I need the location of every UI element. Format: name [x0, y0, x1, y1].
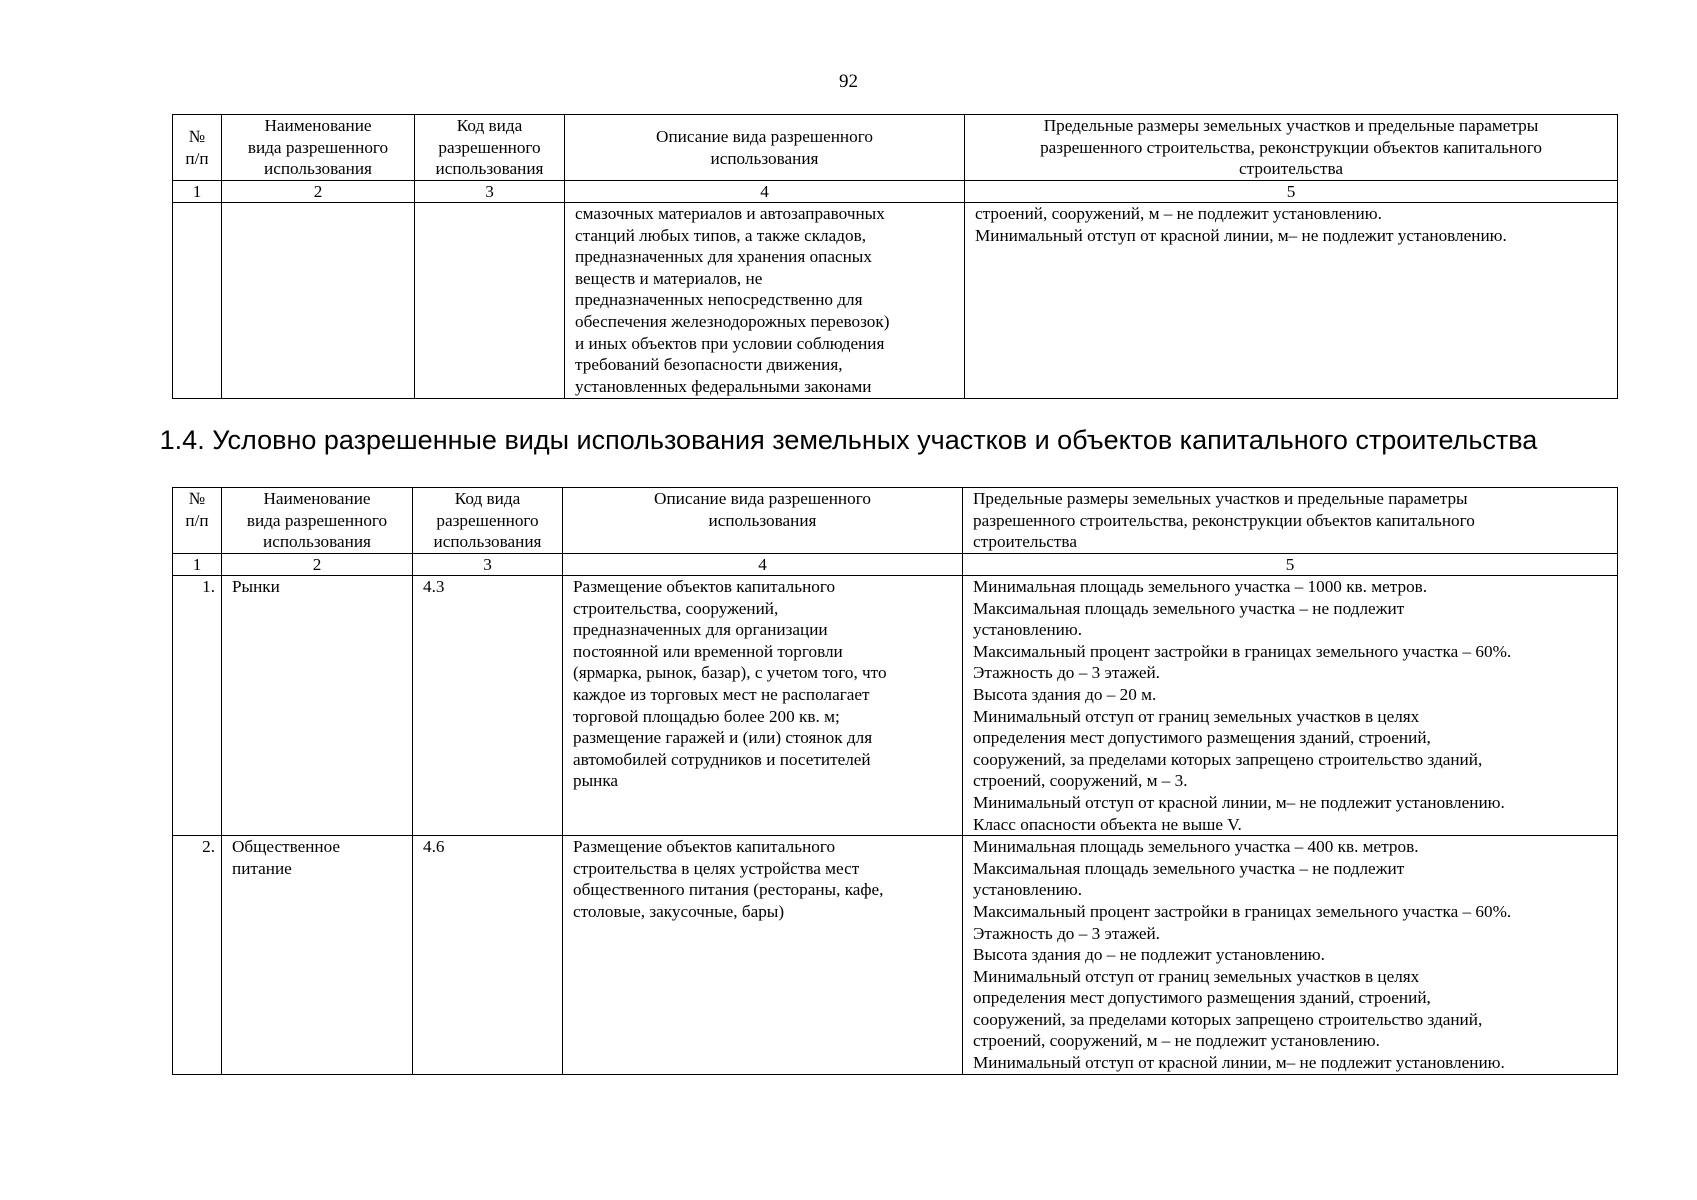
row-parameters-cell: Минимальная площадь земельного участка – 400 кв. метров. Максимальная площадь земельного участка – не подлежит установлению. Максимальный процент застройки в границах земельного участка – 60%. Этажность до – 3 этажей. Высота здания до – не подлежит установлению. Минимальный отступ от границ земельных участков в целях определения мест допустимого размещения зданий, строений, сооружений, за пределами которых запрещено строительство зданий, строений, сооружений, м – не подлежит установлению. Минимальный отступ от красной линии, м– не подлежит установлению. [963, 836, 1618, 1075]
column-number: 3 [413, 554, 563, 576]
table-row [173, 576, 1618, 836]
row-name-cell [222, 203, 415, 399]
table-header-row [173, 115, 1618, 181]
row-parameters-cell: строений, сооружений, м – не подлежит установлению. Минимальный отступ от красной линии, м– не подлежит установлению. [965, 203, 1618, 399]
row-name-cell: Общественное питание [222, 836, 413, 1075]
header-code: Код вида разрешенного использования [413, 488, 563, 554]
column-numbers-row [173, 181, 1618, 203]
column-number: 3 [415, 181, 565, 203]
page-number: 92 [839, 71, 858, 92]
column-numbers-row [173, 554, 1618, 576]
row-description-cell: смазочных материалов и автозаправочных станций любых типов, а также складов, предназначенных для хранения опасных веществ и материалов, не предназначенных непосредственно для обеспечения железнодорожных перевозок) и иных объектов при условии соблюдения требований безопасности движения, установленных федеральными законами [565, 203, 965, 399]
header-parameters: Предельные размеры земельных участков и предельные параметры разрешенного строительства, реконструкции объектов капитального строительства [963, 488, 1618, 554]
column-number: 1 [173, 181, 222, 203]
column-number: 2 [222, 181, 415, 203]
continuation-table [172, 114, 1618, 399]
column-number: 5 [963, 554, 1618, 576]
row-parameters-cell: Минимальная площадь земельного участка – 1000 кв. метров. Максимальная площадь земельного участка – не подлежит установлению. Максимальный процент застройки в границах земельного участка – 60%. Этажность до – 3 этажей. Высота здания до – 20 м. Минимальный отступ от границ земельных участков в целях определения мест допустимого размещения зданий, строений, сооружений, за пределами которых запрещено строительство зданий, строений, сооружений, м – 3. Минимальный отступ от красной линии, м– не подлежит установлению. Класс опасности объекта не выше V. [963, 576, 1618, 836]
row-code-cell: 4.6 [413, 836, 563, 1075]
section-heading: 1.4. Условно разрешенные виды использования земельных участков и объектов капитального строительства [159, 425, 1538, 455]
column-number: 2 [222, 554, 413, 576]
row-description-cell: Размещение объектов капитального строительства, сооружений, предназначенных для организации постоянной или временной торговли (ярмарка, рынок, базар), с учетом того, что каждое из торговых мест не располагает торговой площадью более 200 кв. м; размещение гаражей и (или) стоянок для автомобилей сотрудников и посетителей рынка [563, 576, 963, 836]
header-name: Наименование вида разрешенного использования [222, 115, 415, 181]
header-parameters: Предельные размеры земельных участков и предельные параметры разрешенного строительства, реконструкции объектов капитального строительства [965, 115, 1618, 181]
row-description-cell: Размещение объектов капитального строительства в целях устройства мест общественного питания (рестораны, кафе, столовые, закусочные, бары) [563, 836, 963, 1075]
conditional-uses-table [172, 487, 1618, 1075]
row-code-cell: 4.3 [413, 576, 563, 836]
row-number-cell: 1. [173, 576, 222, 836]
header-description: Описание вида разрешенного использования [565, 115, 965, 181]
row-number-cell: 2. [173, 836, 222, 1075]
column-number: 5 [965, 181, 1618, 203]
column-number: 4 [563, 554, 963, 576]
header-description: Описание вида разрешенного использования [563, 488, 963, 554]
header-number: № п/п [173, 488, 222, 554]
table-row [173, 836, 1618, 1075]
header-code: Код вида разрешенного использования [415, 115, 565, 181]
table-row [173, 203, 1618, 399]
header-name: Наименование вида разрешенного использования [222, 488, 413, 554]
row-code-cell [415, 203, 565, 399]
row-number-cell [173, 203, 222, 399]
column-number: 4 [565, 181, 965, 203]
header-number: № п/п [173, 115, 222, 181]
table-header-row [173, 488, 1618, 554]
column-number: 1 [173, 554, 222, 576]
row-name-cell: Рынки [222, 576, 413, 836]
